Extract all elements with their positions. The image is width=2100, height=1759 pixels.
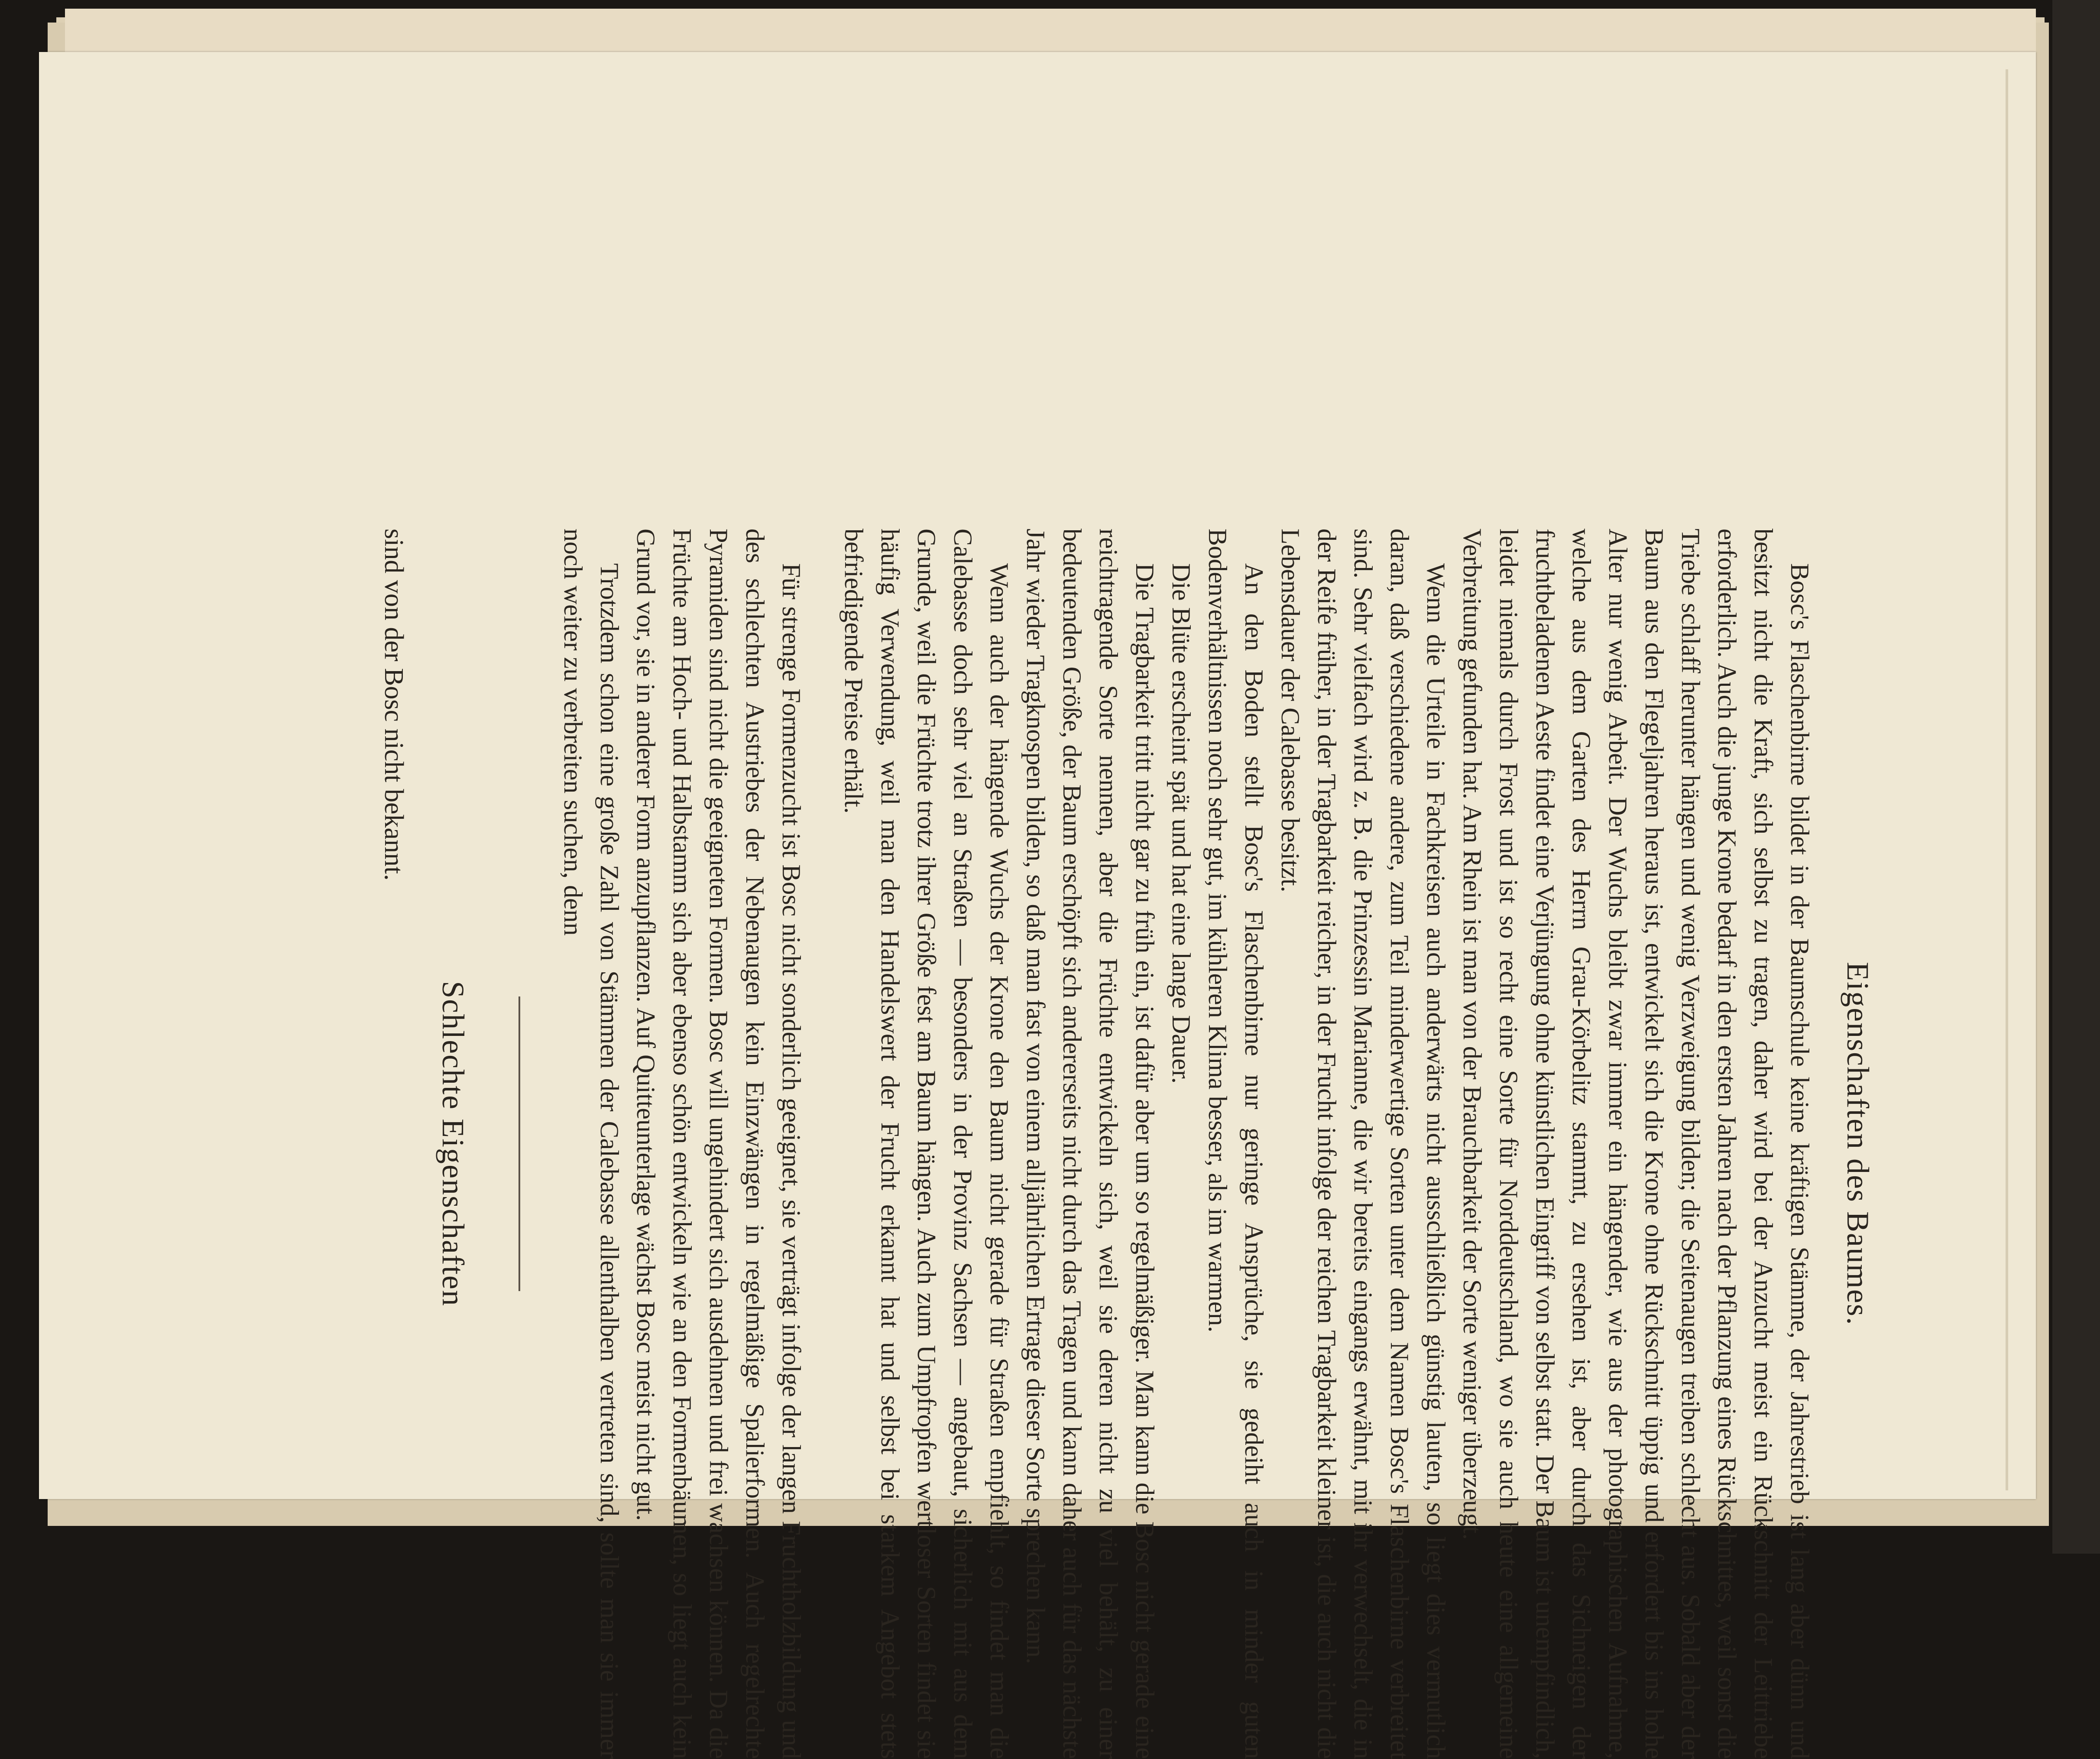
paragraph: Wenn auch der hängende Wuchs der Krone den Baum nicht gerade für Straßen empfiehlt, so findet man die Calebasse doch sehr viel an Straßen — besonders in der Provinz Sachsen — angebaut, sicherlich mit aus dem Grunde, weil die Früchte trotz ihrer Größe fest am Baum hängen. Auch zum Umpfropfen wertloser Sorten findet sie häufig Verwendung, weil man den Handelswert der Frucht erkannt hat und selbst bei starkem Angebot stets befriedigende Preise erhält. <box>839 529 1014 1759</box>
paragraph: Die Tragbarkeit tritt nicht gar zu früh ein, ist dafür aber um so regelmäßiger. Man kann die Bosc nicht gerade eine reichtragende Sorte nennen, aber die Früchte entwickeln sich, weil sie deren nicht zu viel behält, zu einer bedeutenden Größe, der Baum erschöpft sich andererseits nicht durch das Tragen und kann daher auch für das nächste Jahr wieder Tragknospen bilden, so daß man fast von einem alljährlichen Ertrage dieser Sorte sprechen kann. <box>1021 529 1159 1759</box>
paragraph: Trotzdem schon eine große Zahl von Stämmen der Calebasse allenthalben vertreten sind, sollte man sie immer noch weiter zu verbreiten suchen, denn <box>559 529 624 1759</box>
paragraph: Die Blüte erscheint spät und hat eine lange Dauer. <box>1167 563 1196 1084</box>
paragraph: An den Boden stellt Bosc's Flaschenbirne nur geringe Ansprüche, sie gedeiht auch in minder guten Bodenverhältnissen noch sehr gut, im kühleren Klima besser, als im warmen. <box>1203 529 1268 1759</box>
paragraph: Für strenge Formenzucht ist Bosc nicht sonderlich geeignet, sie verträgt infolge der langen Fruchtholzbildung und des schlechten Austriebes der Nebenaugen kein Einzwängen in regelmäßige Spalierformen. Auch regelrechte Pyramiden sind nicht die geeigneten Formen. Bosc will ungehindert sich ausdehnen und frei wachsen können. Da die Früchte am Hoch- und Halbstamm sich aber ebenso schön entwickeln wie an den Formenbäumen, so liegt auch kein Grund vor, sie in anderer Form anzupflanzen. Auf Quitteunterlage wächst Bosc meist nicht gut. <box>632 529 806 1759</box>
section-heading-eigenschaften: Eigenschaften des Baumes. <box>1841 962 1875 1326</box>
book-page <box>39 52 2036 1759</box>
paragraph: Wenn die Urteile in Fachkreisen auch anderwärts nicht ausschließlich günstig lauten, so liegt dies vermutlich daran, daß verschiedene andere, zum Teil minderwertige Sorten unter dem Namen Bosc's Flaschenbirne verbreitet sind. Sehr vielfach wird z. B. die Prinzessin Marianne, die wir bereits eingangs erwähnt, mit ihr verwechselt, die in der Reife früher, in der Tragbarkeit reicher, in der Frucht infolge der reichen Tragbarkeit kleiner ist, die auch nicht die Lebensdauer der Calebasse besitzt. <box>1276 529 1450 1759</box>
page-margin-shadow <box>2006 69 2008 1490</box>
paragraph: Bosc's Flaschenbirne bildet in der Baumschule keine kräftigen Stämme, der Jahrestrieb ist lang aber dünn und besitzt nicht die Kraft, sich selbst zu tragen, daher wird bei der Anzucht meist ein Rückschnitt der Leittriebe erforderlich. Auch die junge Krone bedarf in den ersten Jahren nach der Pflanzung eines Rückschnittes, weil sonst die Triebe schlaff herunter hängen und wenig Verzweigung bilden; die Seitenaugen treiben schlecht aus. Sobald aber der Baum aus den Flegeljahren heraus ist, entwickelt sich die Krone ohne Rückschnitt üppig und erfordert bis ins hohe Alter nur wenig Arbeit. Der Wuchs bleibt zwar immer ein hängender, wie aus der photographischen Aufnahme, welche aus dem Garten des Herrn Grau-Körbelitz stammt, zu ersehen ist, aber durch das Sichneigen der fruchtbeladenen Aeste findet eine Verjüngung ohne künstlichen Eingriff von selbst statt. Der Baum ist unempfindlich, leidet niemals durch Frost und ist so recht eine Sorte für Norddeutschland, wo sie auch heute eine allgemeine Verbreitung gefunden hat. Am Rhein ist man von der Brauchbarkeit der Sorte weniger überzeugt. <box>1458 529 1814 1759</box>
paragraph-gap <box>810 529 836 1759</box>
rotated-text-block <box>379 529 1876 1759</box>
divider-rule <box>519 996 520 1291</box>
section-heading-schlechte: Schlechte Eigenschaften <box>436 981 470 1307</box>
book-spine-strip <box>2052 0 2100 1554</box>
closing-line: sind von der Bosc nicht bekannt. <box>379 529 408 881</box>
